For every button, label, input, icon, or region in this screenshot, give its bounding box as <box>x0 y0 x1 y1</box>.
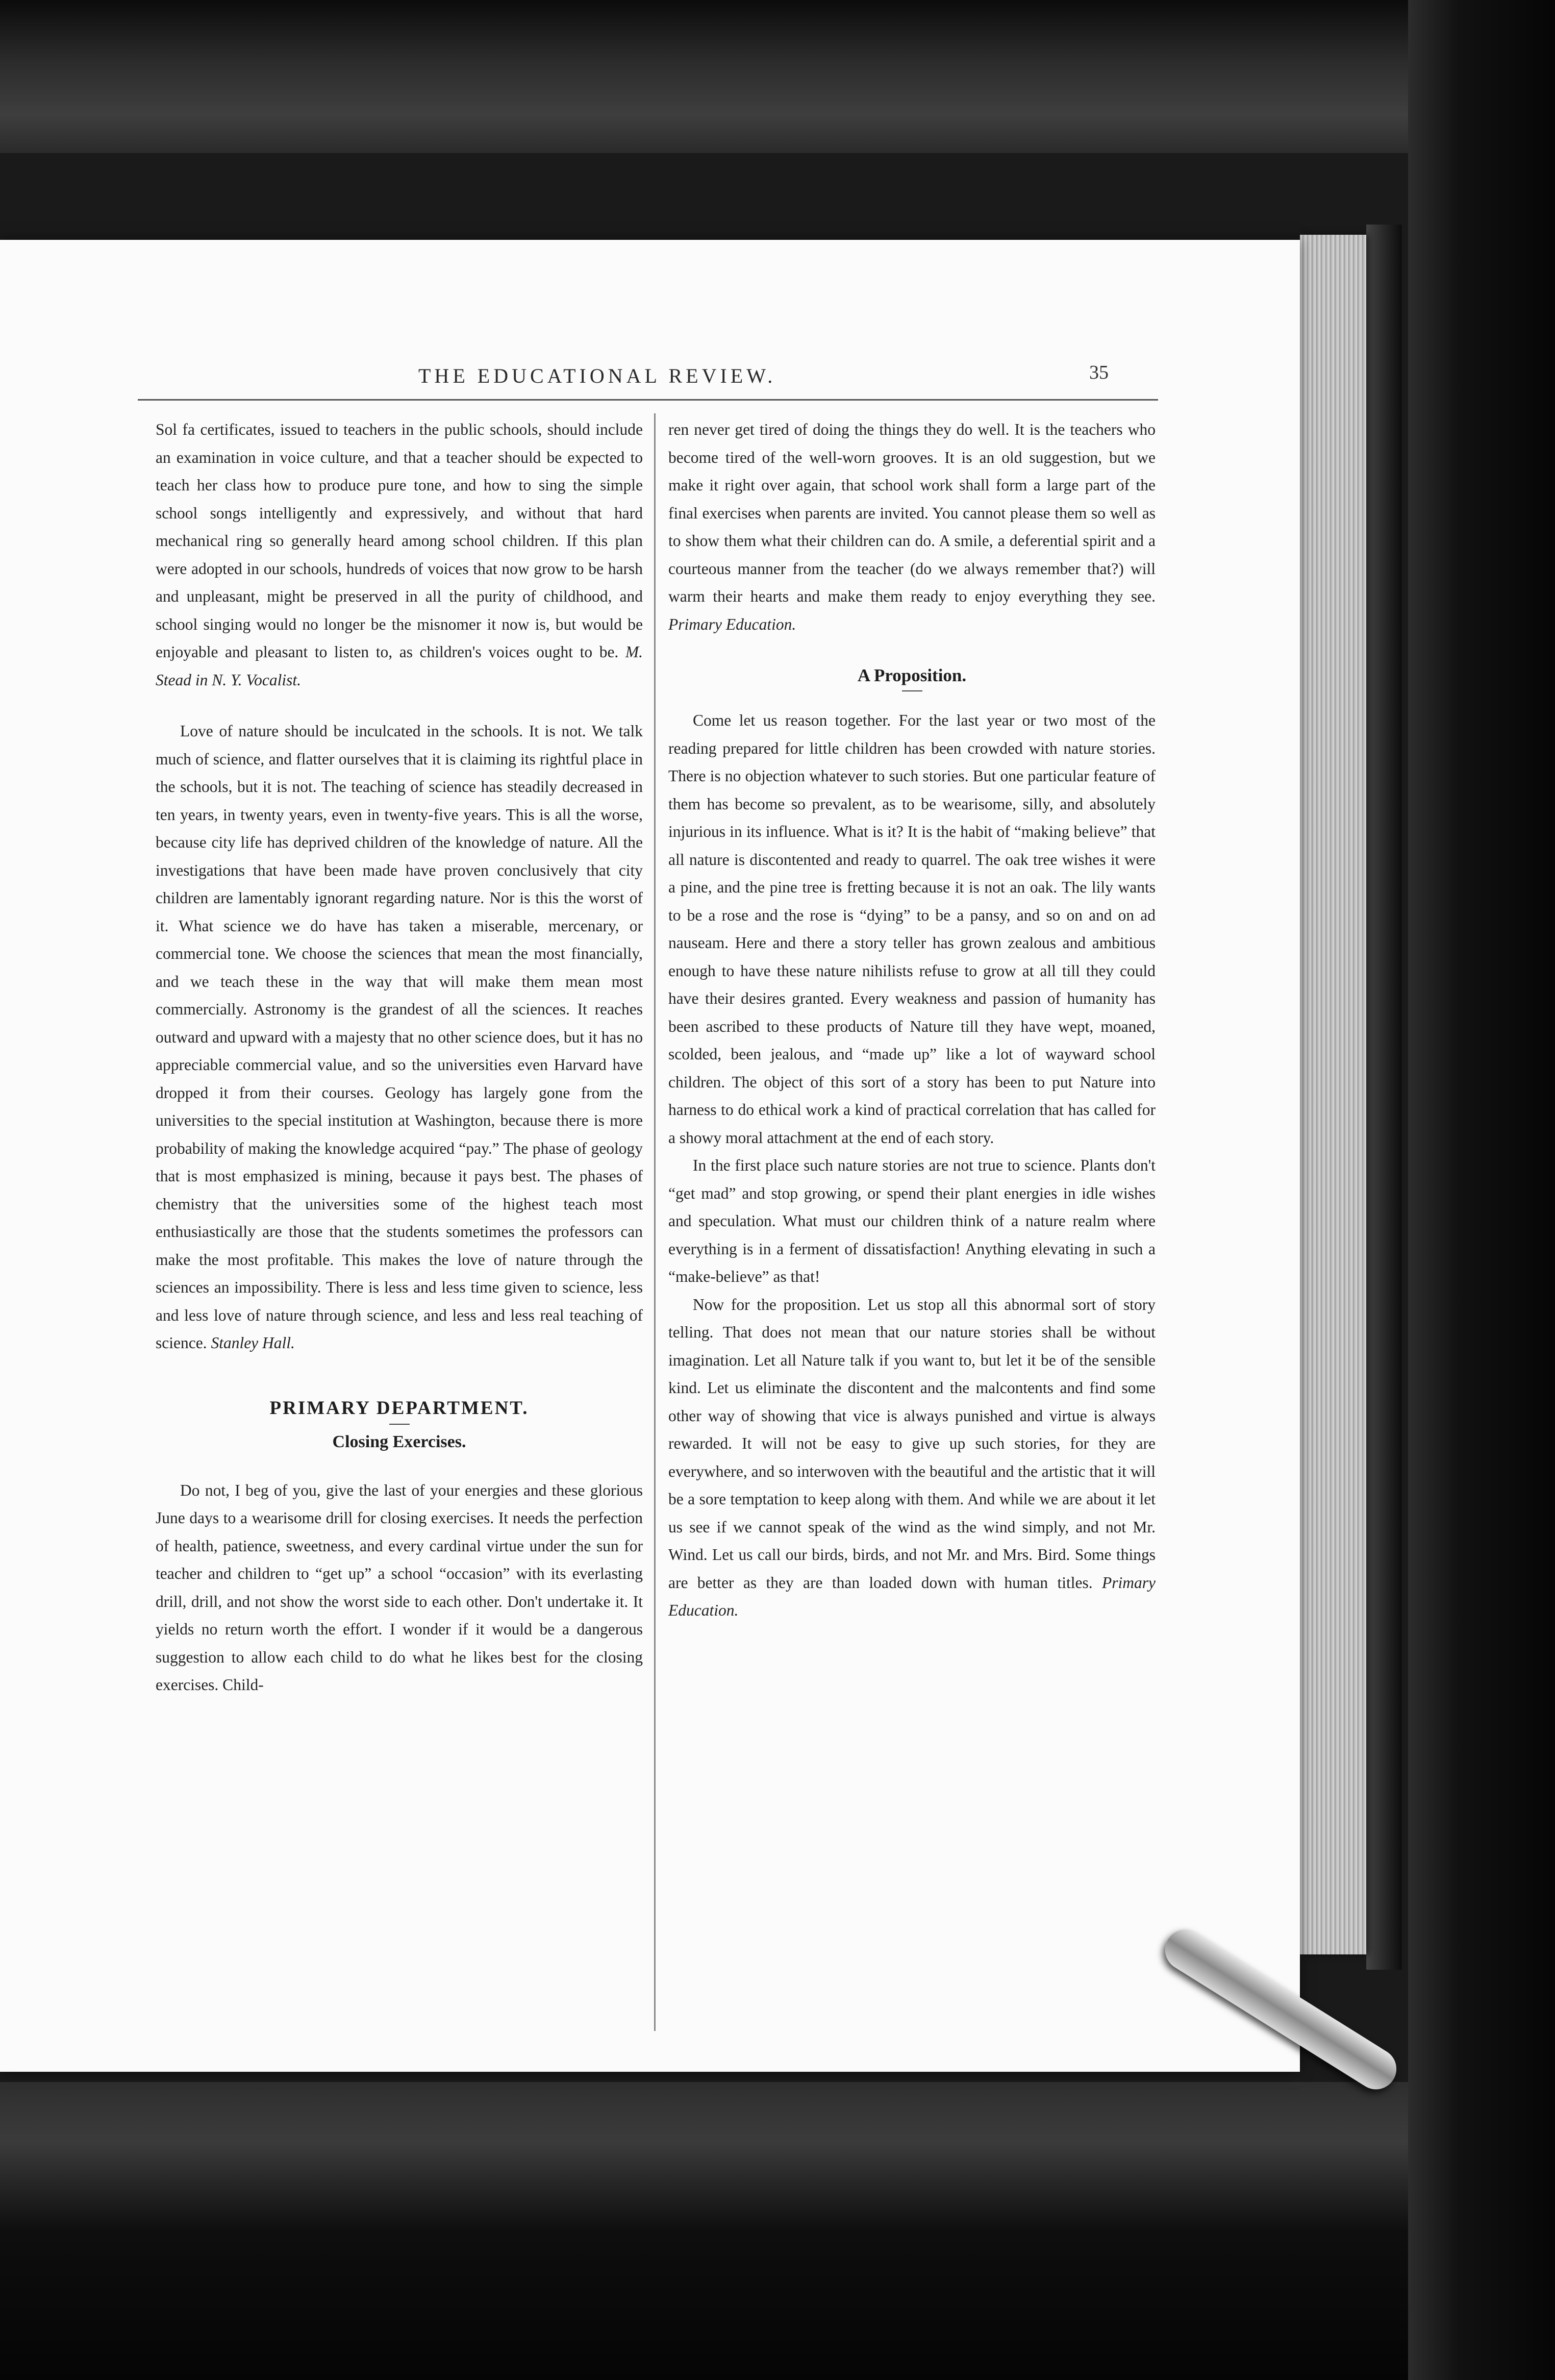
section-title: PRIMARY DEPARTMENT. <box>269 1397 529 1419</box>
title-rule <box>389 1424 410 1425</box>
attribution: Primary Education. <box>668 615 796 633</box>
scan-bottom-shadow <box>0 2082 1555 2380</box>
right-column <box>668 416 1156 1625</box>
scan-right-shadow <box>1408 0 1555 2380</box>
paragraph-love-of-nature <box>156 717 643 1357</box>
attribution: Primary Education. <box>668 1573 1156 1619</box>
column-divider <box>654 413 656 2031</box>
page-number: 35 <box>1089 362 1109 383</box>
running-head: THE EDUCATIONAL REVIEW. <box>418 364 776 387</box>
page-edges <box>1300 235 1366 1954</box>
paragraph-closing-exercises <box>156 1477 643 1699</box>
paragraph-text: ren never get tired of doing the things they do well. It is the teachers who become tired of the well-worn grooves. It is an old suggestion, but we make it right over again, that school work shall form a large part of the final exercises when parents are invited. You cannot please them so well as to show them what their children can do. A smile, a deferential spirit and a courteous manner from the teacher (do we always remember that?) will warm their hearts and make them ready to enjoy everything they see. <box>668 420 1156 605</box>
paragraph-text: Come let us reason together. For the last year or two most of the reading prepared for little children has been crowded with nature stories. There is no objection whatever to such stories. But one particular feature of them has become so prevalent, as to be wearisome, silly, and absolutely injurious in its influence. What is it? It is the habit of “making believe” that all nature is discontented and ready to quarrel. The oak tree wishes it were a pine, and the pine tree is fretting because it is not an oak. The lily wants to be a rose and the rose is “dying” to be a pansy, and so on and on ad nauseam. Here and there a story teller has grown zealous and ambitious enough to have these nature nihilists refuse to grow at all till they could have their desires granted. Every weakness and passion of humanity has been ascribed to these products of Nature till they have wept, moaned, scolded, been jealous, and “made up” like a lot of wayward school children. The object of this sort of a story has been to put Nature into harness to do ethical work a kind of practical correlation that has called for a showy moral attachment at the end of each story. <box>668 711 1156 1147</box>
left-column <box>156 416 643 1699</box>
scan-top-shadow <box>0 0 1555 153</box>
paragraph-text: Do not, I beg of you, give the last of your energies and these glorious June days to a wearisome drill for closing exercises. It needs the perfection of health, patience, sweetness, and every cardinal virtue under the sun for teacher and children to “get up” a school “occasion” with its everlasting drill, drill, and not show the worst side to each other. Don't undertake it. It yields no return worth the effort. I wonder if it would be a dangerous suggestion to allow each child to do what he likes best for the closing exercises. Child- <box>156 1481 643 1694</box>
paragraph-continued <box>668 416 1156 638</box>
paragraph-text: In the first place such nature stories are not true to science. Plants don't “get mad” and stop growing, or spend their plant energies in idle wishes and speculation. What must our children think of a nature realm where everything is in a ferment of dissatisfaction! Anything elevating in such a “make-believe” as that! <box>668 1156 1156 1285</box>
title-rule <box>902 690 922 691</box>
book-binding <box>1366 225 1402 1970</box>
paragraph-text: Now for the proposition. Let us stop all this abnormal sort of story telling. That does not mean that our nature stories shall be without imagination. Let all Nature talk if you want to, but let it be of the sensible kind. Let us eliminate the discontent and the malcontents and find some other way of showing that vice is always punished and virtue is always rewarded. It will not be easy to give up such stories, for they are everywhere, and so interwoven with the beautiful and the artistic that it will be a sore temptation to keep along with them. And while we are about it let us see if we cannot speak of the wind as the wind simply, and not Mr. Wind. Let us call our birds, birds, and not Mr. and Mrs. Bird. Some things are better as they are than loaded down with human titles. <box>668 1295 1156 1592</box>
paragraph-proposition-intro <box>668 707 1156 1152</box>
header-rule <box>138 399 1158 401</box>
section-subtitle: Closing Exercises. <box>332 1432 466 1451</box>
paragraph-not-true-to-science <box>668 1152 1156 1291</box>
paragraph-text: Sol fa certificates, issued to teachers in the public schools, should include an examination in voice culture, and that a teacher should be expected to teach her class how to produce pure tone, and how to sing the simple school songs intelligently and expressively, and without that hard mechanical ring so generally heard among school children. If this plan were adopted in our schools, hundreds of voices that now grow to be harsh and unpleasant, might be preserved in all the purity of childhood, and school singing would no longer be the misnomer it now is, but would be enjoyable and pleasant to listen to, as children's voices ought to be. <box>156 420 643 661</box>
paragraph-text: Love of nature should be inculcated in the schools. It is not. We talk much of science, and flatter ourselves that it is claiming its rightful place in the schools, but it is not. The teaching of science has steadily decreased in ten years, in twenty years, even in twenty-five years. This is all the worse, because city life has deprived children of the knowledge of nature. All the investigations that have been made have proven conclusively that city children are lamentably ignorant regarding nature. Nor is this the worst of it. What science we do have has taken a miserable, mercenary, or commercial tone. We choose the sciences that mean the most financially, and we teach these in the way that will make them mean most commercially. Astronomy is the grandest of all the sciences. It reaches outward and upward with a majesty that no other science does, but it has no appreciable commercial value, and so the universities even Harvard have dropped it from their courses. Geology has largely gone from the universities to the special institution at Washington, because there is more probability of making the knowledge acquired “pay.” The phase of geology that is most emphasized is mining, because it pays best. The phases of chemistry that the universities some of the highest teach most enthusiastically are those that the students sometimes the professors can make the most profitable. This makes the love of nature through the sciences an impossibility. There is less and less time given to science, less and less love of nature through science, and less and less real teaching of science. <box>156 722 643 1352</box>
paragraph-sol-fa <box>156 416 643 694</box>
attribution: M. Stead in N. Y. Vocalist. <box>156 643 643 689</box>
article-title: A Proposition. <box>857 665 967 685</box>
attribution: Stanley Hall. <box>211 1334 295 1352</box>
book-page <box>0 240 1300 2072</box>
paragraph-the-proposition <box>668 1291 1156 1625</box>
